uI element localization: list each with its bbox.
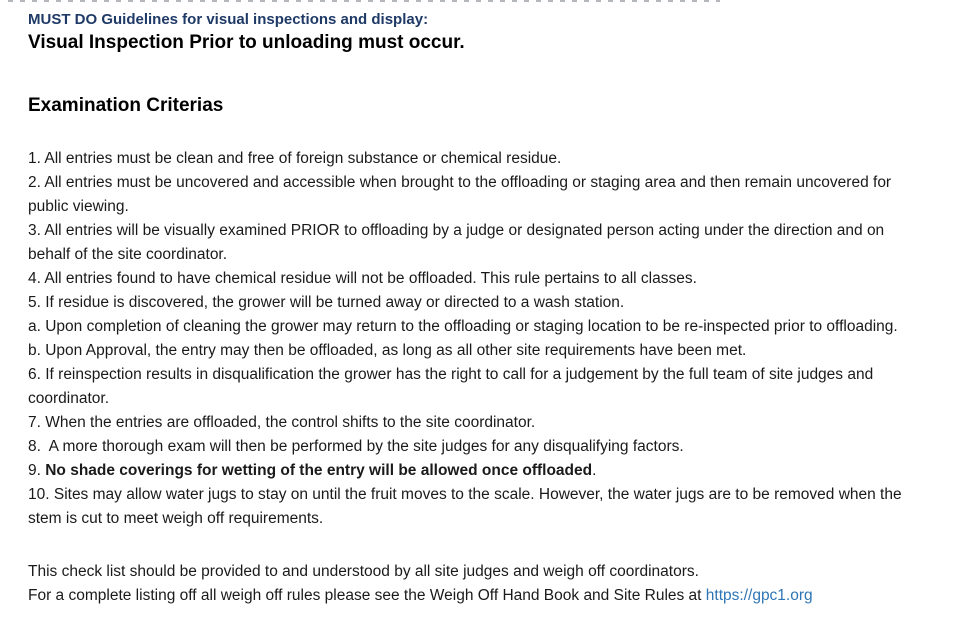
criteria-item bbox=[28, 411, 930, 435]
criteria-item bbox=[28, 435, 930, 459]
guidelines-kicker: MUST DO Guidelines for visual inspections and display: bbox=[28, 11, 429, 28]
criteria-item-text: 10. Sites may allow water jugs to stay on until the fruit moves to the scale. However, the water jugs are to be removed when the stem is cut to meet weigh off requirements. bbox=[28, 486, 902, 527]
criteria-item bbox=[28, 363, 930, 411]
criteria-item-text: 5. If residue is discovered, the grower will be turned away or directed to a wash station. bbox=[28, 294, 625, 311]
footer-note: This check list should be provided to and understood by all site judges and weigh off coordinators. bbox=[28, 563, 699, 580]
section-heading: Examination Criterias bbox=[28, 95, 224, 116]
criteria-item bbox=[28, 267, 930, 291]
criteria-item-text: b. Upon Approval, the entry may then be offloaded, as long as all other site requirements have been met. bbox=[28, 342, 747, 359]
criteria-item-text: 3. All entries will be visually examined PRIOR to offloading by a judge or designated person acting under the direction and on behalf of the site coordinator. bbox=[28, 222, 885, 263]
criteria-item-text: 2. All entries must be uncovered and accessible when brought to the offloading or staging area and then remain uncovered for public viewing. bbox=[28, 174, 892, 215]
criteria-item bbox=[28, 219, 930, 267]
criteria-item bbox=[28, 291, 930, 315]
criteria-item bbox=[28, 147, 930, 171]
criteria-item bbox=[28, 459, 930, 483]
criteria-item-text: 4. All entries found to have chemical residue will not be offloaded. This rule pertains to all classes. bbox=[28, 270, 697, 287]
doc-title: Visual Inspection Prior to unloading must occur. bbox=[28, 32, 465, 53]
criteria-item bbox=[28, 315, 930, 339]
criteria-item-text: a. Upon completion of cleaning the grower may return to the offloading or staging location to be re-inspected prior to offloading. bbox=[28, 318, 898, 335]
criteria-item-text: . bbox=[592, 462, 597, 479]
criteria-item-text: 1. All entries must be clean and free of foreign substance or chemical residue. bbox=[28, 150, 562, 167]
criteria-item-text: 9. bbox=[28, 462, 46, 479]
criteria-item-bold-text: No shade coverings for wetting of the entry will be allowed once offloaded bbox=[45, 462, 593, 479]
criteria-item-text: 6. If reinspection results in disqualification the grower has the right to call for a judgement by the full team of site judges and coordinator. bbox=[28, 366, 874, 407]
criteria-item-text: 7. When the entries are offloaded, the control shifts to the site coordinator. bbox=[28, 414, 536, 431]
criteria-item bbox=[28, 339, 930, 363]
clipped-text-artifact bbox=[8, 0, 720, 2]
criteria-list bbox=[28, 147, 932, 531]
criteria-item bbox=[28, 483, 930, 531]
criteria-item bbox=[28, 171, 930, 219]
footer-rules-line bbox=[28, 584, 930, 608]
footer-rules-text: For a complete listing off all weigh off rules please see the Weigh Off Hand Book and Site Rules at bbox=[28, 587, 706, 604]
criteria-item-text: 8. A more thorough exam will then be performed by the site judges for any disqualifying factors. bbox=[28, 438, 684, 455]
gpc1-link[interactable]: https://gpc1.org bbox=[705, 587, 813, 604]
